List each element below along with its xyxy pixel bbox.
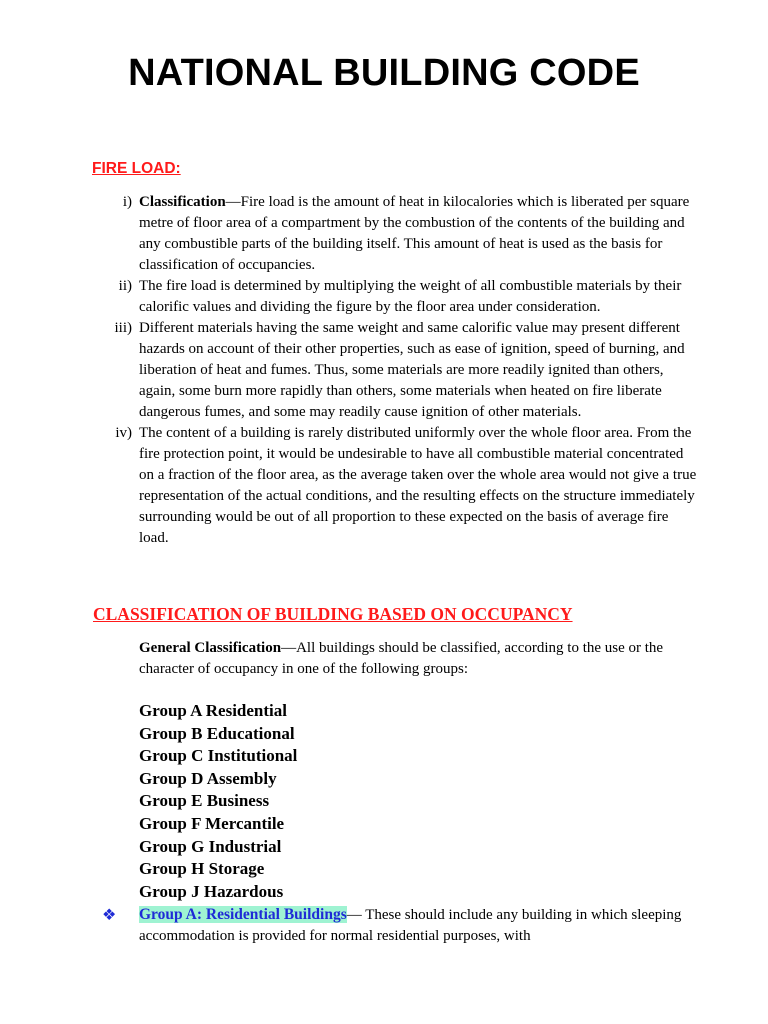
page-title: NATIONAL BUILDING CODE (128, 52, 640, 94)
list-item-number: iii) (114, 320, 132, 336)
term-classification: Classification (139, 194, 226, 210)
list-item (0, 276, 682, 318)
list-item-number: ii) (118, 278, 132, 294)
diamond-bullet-icon: ❖ (102, 907, 117, 924)
list-item-text (139, 318, 699, 423)
group-item: Group B Educational (139, 723, 295, 743)
group-item: Group G Industrial (139, 836, 282, 856)
group-item: Group H Storage (139, 859, 265, 879)
list-item-number: i) (122, 194, 132, 210)
group-item: Group C Institutional (139, 746, 298, 766)
list-item-text (139, 192, 699, 276)
group-item: Group A Residential (139, 701, 287, 720)
list-item-body: Different materials having the same weight and same calorific value may present different hazards on account of their other properties, such as ease of ignition, speed of burning, and liberation of heat and fumes. Thus, some materials are more readily ignited than others, again, some burn more rapidly than others, some materials when heated on fire liberate dangerous fumes, and some may readily cause ignition of other materials. (139, 320, 685, 420)
list-item-body: The content of a building is rarely distributed uniformly over the whole floor area. From the fire protection point, it would be undesirable to have all combustible material concentrated on a fraction of the floor area, as the average taken over the whole area would not give a true representation of the actual conditions, and the resulting effects on the structure immediately surrounding would be out of all proportion to these expected on the basis of average fire load. (139, 425, 697, 546)
list-item (0, 423, 697, 549)
term-general-classification: General Classification (139, 640, 282, 656)
group-item: Group J Hazardous (139, 881, 284, 901)
list-item-body: The fire load is determined by multiplying the weight of all combustible materials by their calorific values and dividing the figure by the floor area under consideration. (139, 278, 682, 315)
list-item (0, 318, 685, 423)
group-a-title: Group A: Residential Buildings (139, 906, 347, 923)
list-item-number: iv) (115, 425, 132, 441)
fire-load-heading: FIRE LOAD: (92, 160, 181, 177)
general-classification-paragraph (139, 638, 699, 680)
list-item-body: —Fire load is the amount of heat in kilocalories which is liberated per square metre of floor area of a compartment by the combustion of the contents of the building and any combustible parts of the building itself. This amount of heat is used as the basis for classification of occupancies. (139, 194, 690, 273)
group-a-paragraph (139, 904, 699, 947)
group-item: Group D Assembly (139, 768, 277, 788)
list-item (0, 192, 690, 276)
fire-load-list (0, 192, 697, 549)
list-item-text (139, 423, 699, 549)
general-classification-text: —All buildings should be classified, according to the use or the character of occupancy in one of the following groups: (139, 640, 664, 677)
occupancy-group-list (139, 700, 297, 903)
list-item-text (139, 276, 699, 318)
group-item: Group E Business (139, 791, 270, 811)
group-a-text: — These should include any building in which sleeping accommodation is provided for normal residential purposes, with (139, 907, 682, 944)
classification-heading: CLASSIFICATION OF BUILDING BASED ON OCCUPANCY (93, 604, 573, 624)
group-item: Group F Mercantile (139, 813, 285, 833)
